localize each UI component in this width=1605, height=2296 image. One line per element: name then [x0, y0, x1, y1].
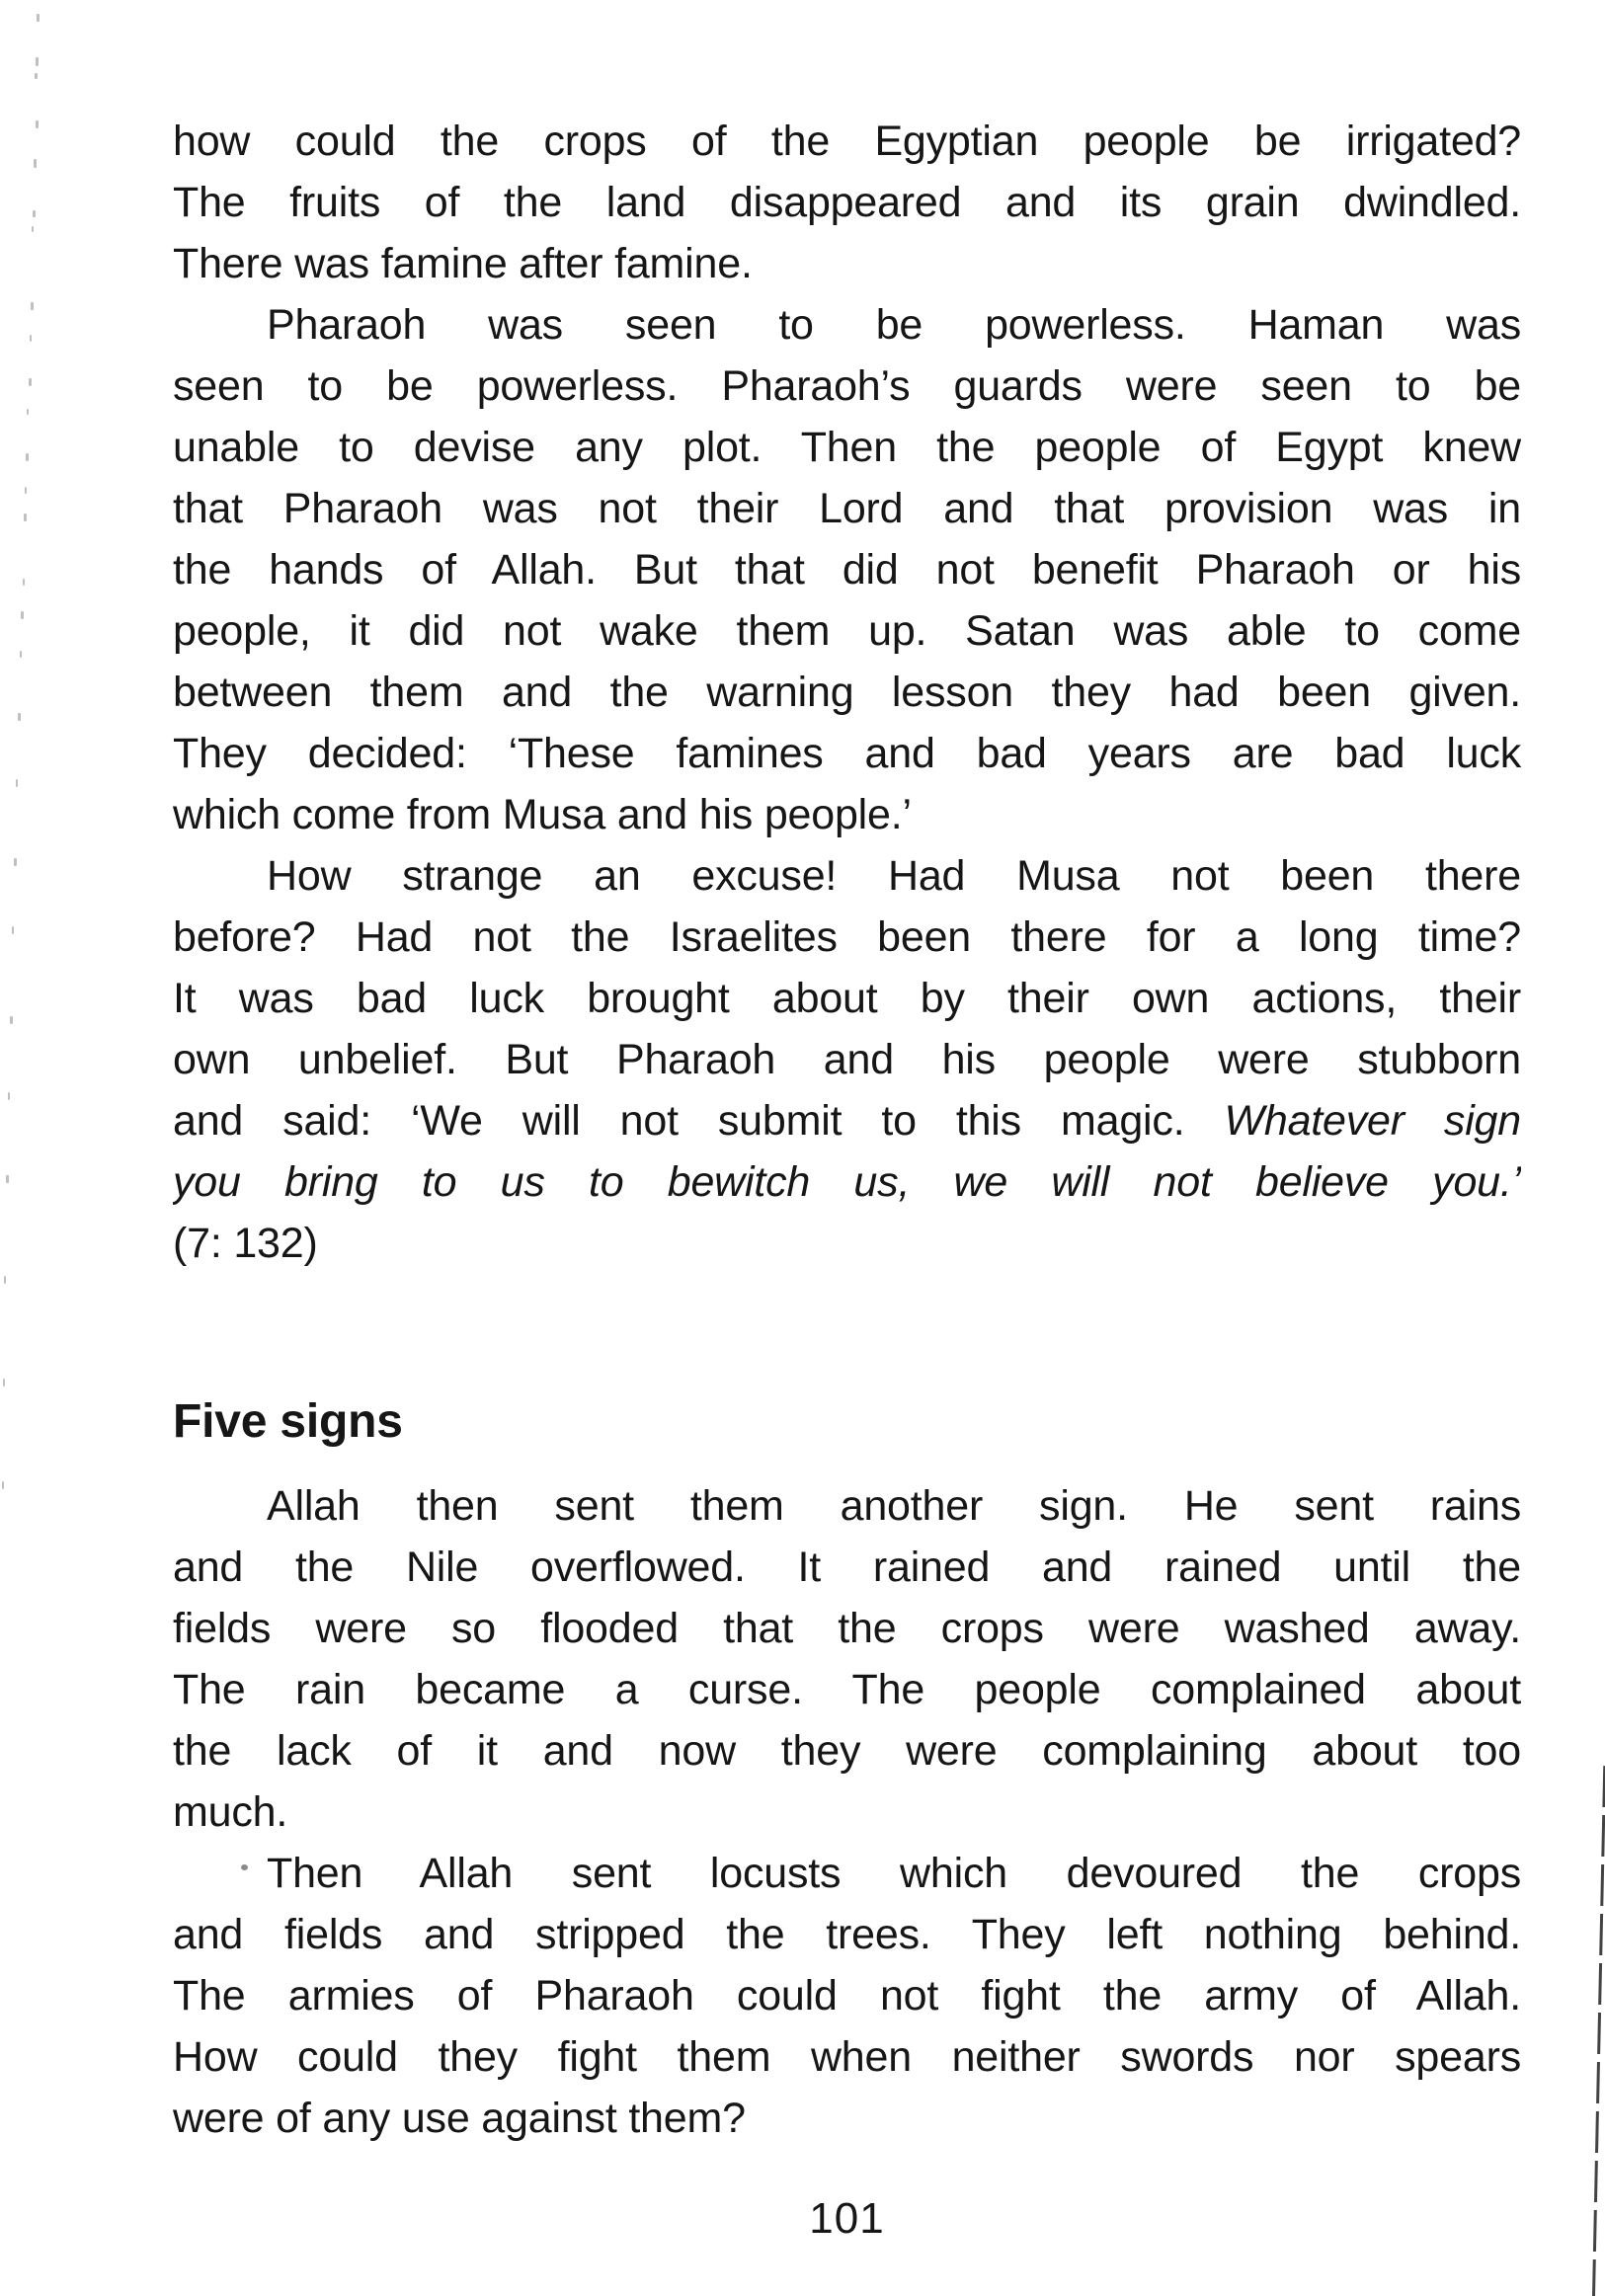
text-line: own unbelief. But Pharaoh and his people were stubborn: [173, 1036, 1521, 1083]
text-line: the hands of Allah. But that did not benefit Pharaoh or his: [173, 546, 1521, 594]
text-line: How could they fight them when neither swords nor spears: [173, 2033, 1521, 2081]
text-line: how could the crops of the Egyptian people be irrigated?: [173, 118, 1521, 165]
text-line: The rain became a curse. The people complained about: [173, 1666, 1521, 1713]
text-line: There was famine after famine.: [173, 240, 753, 287]
page-number: 101: [809, 2194, 885, 2243]
text-line: and the Nile overflowed. It rained and rained until the: [173, 1544, 1521, 1591]
paragraph-3: [173, 845, 1521, 1274]
paragraph-2: [173, 294, 1521, 845]
text-line: which come from Musa and his people.’: [173, 791, 912, 838]
text-line: Allah then sent them another sign. He sent rains: [267, 1482, 1521, 1530]
quran-quote-italic: you bring to us to bewitch us, we will not believe you.’: [173, 1158, 1521, 1206]
page-text-column: [173, 111, 1521, 2149]
text-line: [173, 1151, 1521, 1213]
verse-reference: (7: 132): [173, 1220, 318, 1267]
text-line: before? Had not the Israelites been there for a long time?: [173, 913, 1521, 961]
text-line: that Pharaoh was not their Lord and that provision was in: [173, 485, 1521, 532]
text-line: The fruits of the land disappeared and its grain dwindled.: [173, 179, 1521, 226]
quote-lead-in: and said: ‘We will not submit to this magic.: [173, 1097, 1225, 1145]
section-heading: Five signs: [173, 1395, 403, 1448]
quran-quote-italic: Whatever sign: [1224, 1097, 1521, 1145]
text-line: fields were so flooded that the crops were washed away.: [173, 1605, 1521, 1652]
paragraph-1: [173, 111, 1521, 294]
text-line: unable to devise any plot. Then the people of Egypt knew: [173, 424, 1521, 471]
text-line: [173, 1090, 1521, 1151]
text-line: seen to be powerless. Pharaoh’s guards were seen to be: [173, 362, 1521, 410]
text-line: The armies of Pharaoh could not fight the army of Allah.: [173, 1972, 1521, 2019]
paragraph-5: [173, 1843, 1521, 2149]
text-line: and fields and stripped the trees. They left nothing behind.: [173, 1911, 1521, 1958]
text-line: Then Allah sent locusts which devoured the crops: [267, 1850, 1521, 1897]
text-line: much.: [173, 1788, 288, 1836]
text-line: the lack of it and now they were complaining about too: [173, 1727, 1521, 1775]
text-line: It was bad luck brought about by their own actions, their: [173, 975, 1521, 1022]
text-line: They decided: ‘These famines and bad years are bad luck: [173, 730, 1521, 777]
text-line: were of any use against them?: [173, 2095, 746, 2142]
paragraph-4: [173, 1475, 1521, 1843]
text-line: people, it did not wake them up. Satan was able to come: [173, 607, 1521, 655]
text-line: How strange an excuse! Had Musa not been there: [267, 852, 1521, 900]
text-line: Pharaoh was seen to be powerless. Haman was: [267, 301, 1521, 349]
scan-artifact-edge-line: [1592, 1766, 1605, 2296]
text-line: between them and the warning lesson they had been given.: [173, 669, 1521, 716]
